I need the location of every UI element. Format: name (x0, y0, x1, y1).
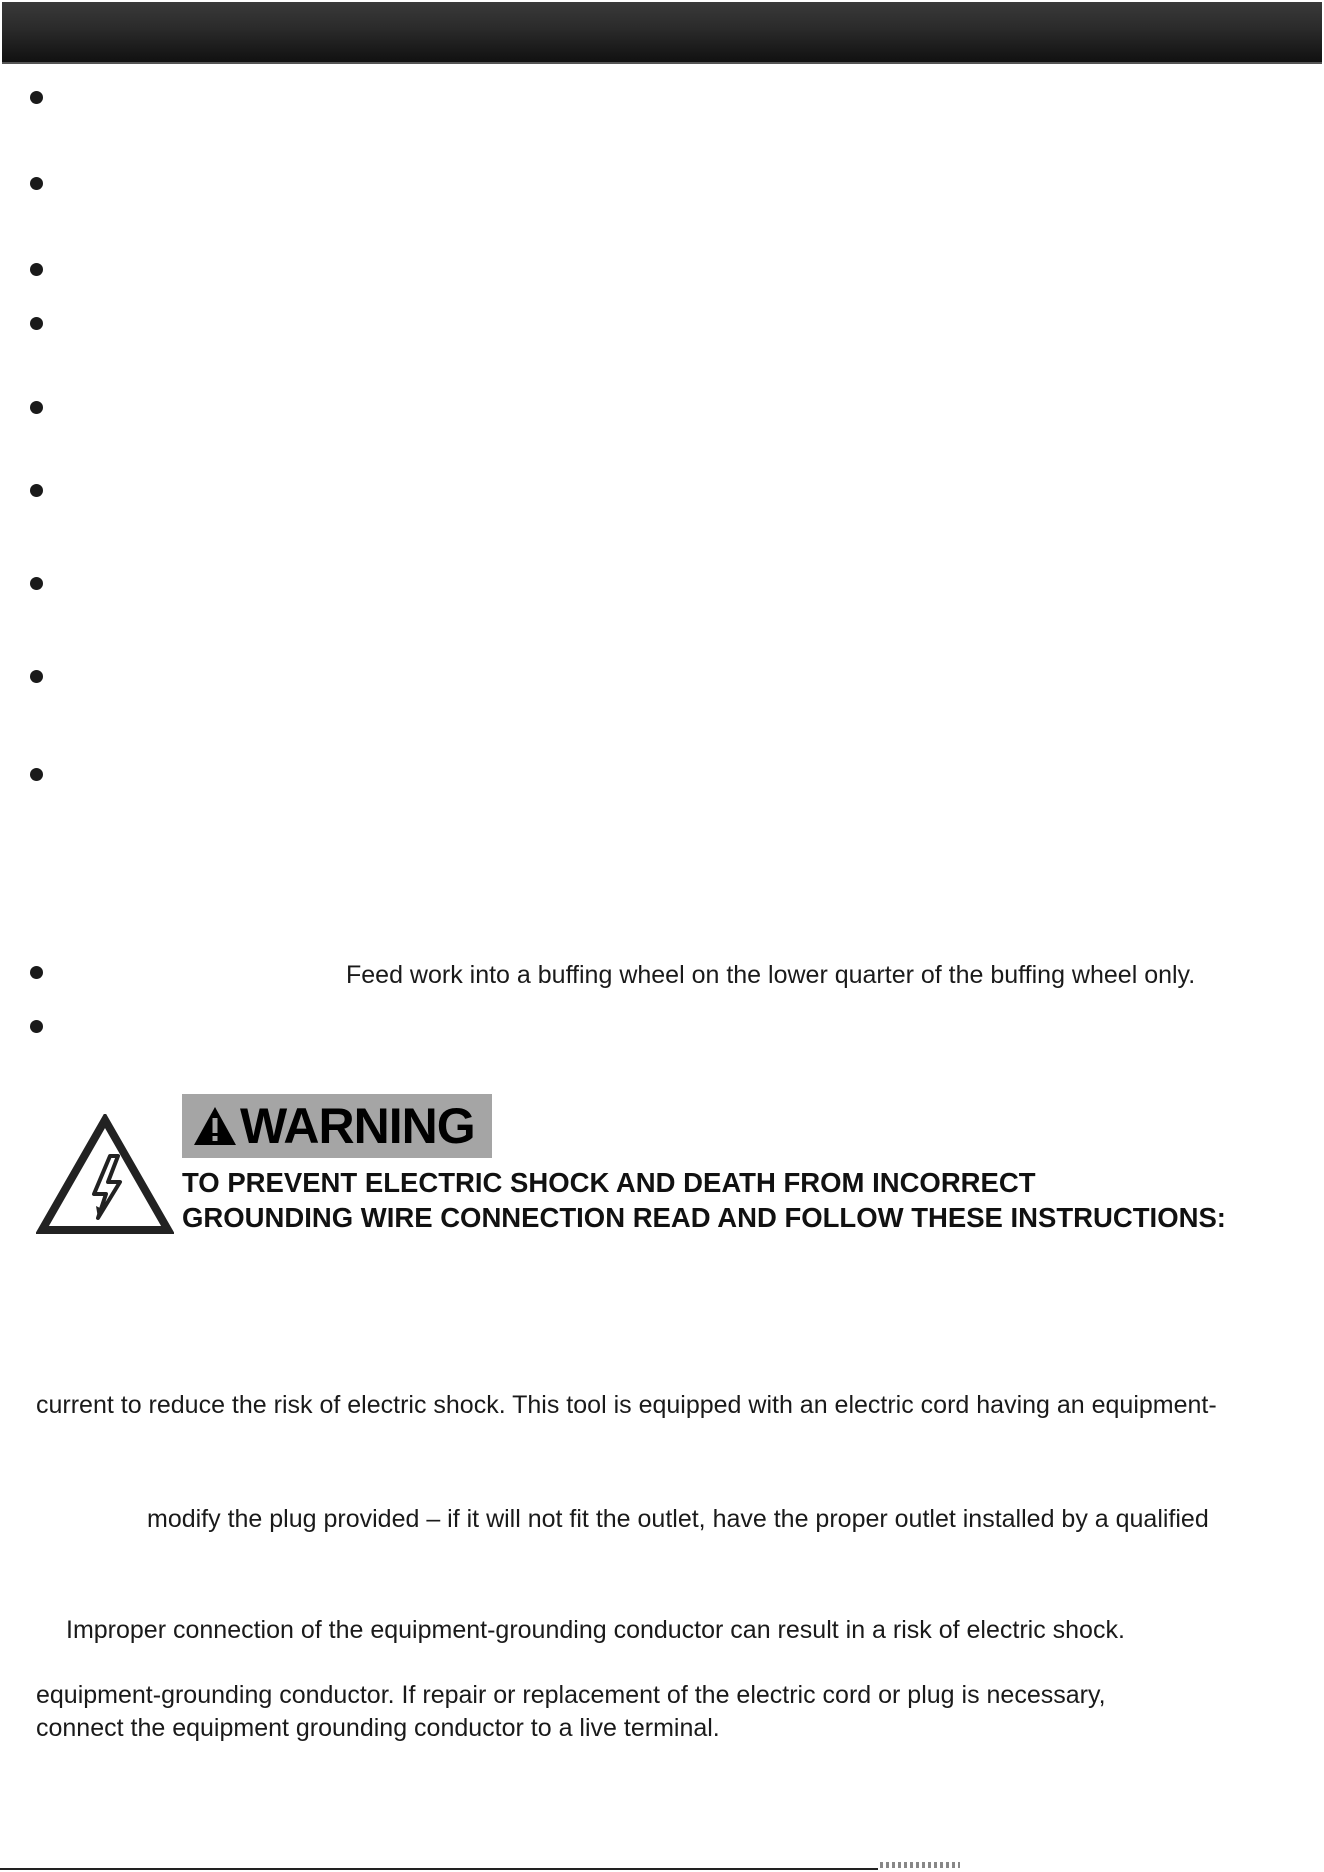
warning-line-1: TO PREVENT ELECTRIC SHOCK AND DEATH FROM INCORRECT (182, 1167, 1036, 1198)
bullet-dot-8 (30, 670, 43, 683)
bullet-dot-11 (30, 1020, 43, 1033)
warning-badge (182, 1094, 492, 1158)
warning-line-2: GROUNDING WIRE CONNECTION READ AND FOLLOW THESE INSTRUCTIONS: (182, 1202, 1226, 1233)
bullet-dot-3 (30, 263, 43, 276)
body-line-5: connect the equipment grounding conductor to a live terminal. (36, 1714, 720, 1742)
warning-label: WARNING (240, 1098, 475, 1154)
electric-shock-icon (36, 1114, 174, 1236)
bullet-dot-5 (30, 401, 43, 414)
body-line-4: equipment-grounding conductor. If repair or replacement of the electric cord or plug is necessary, (36, 1681, 1106, 1709)
bullet-dot-9 (30, 768, 43, 781)
body-line-3: Improper connection of the equipment-grounding conductor can result in a risk of electric shock. (66, 1616, 1125, 1644)
bottom-rule (0, 1868, 878, 1870)
bullet-dot-2 (30, 177, 43, 190)
bullet-dot-7 (30, 577, 43, 590)
body-line-1: current to reduce the risk of electric shock. This tool is equipped with an electric cord having an equipment- (36, 1391, 1217, 1419)
bullet-dot-4 (30, 317, 43, 330)
bullet-10-text: Feed work into a buffing wheel on the lower quarter of the buffing wheel only. (346, 961, 1196, 989)
bullet-dot-6 (30, 484, 43, 497)
header-bar (2, 2, 1322, 64)
footer-fragment (880, 1862, 960, 1868)
warning-triangle-icon (192, 1105, 238, 1147)
bullet-dot-1 (30, 91, 43, 104)
body-line-2: modify the plug provided – if it will not fit the outlet, have the proper outlet installed by a qualified (147, 1505, 1209, 1533)
bullet-dot-10 (30, 966, 43, 979)
